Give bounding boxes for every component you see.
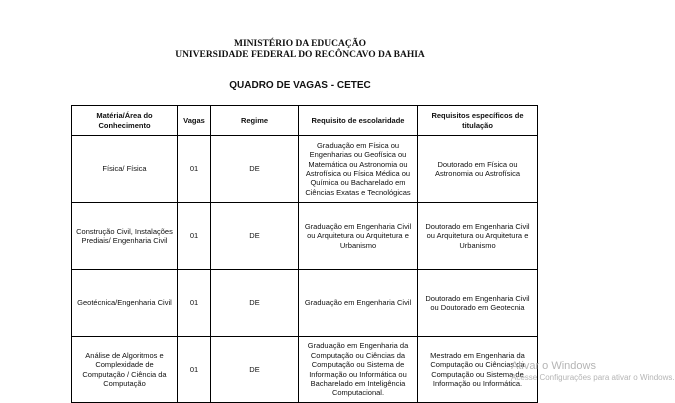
windows-activation-watermark	[511, 360, 675, 383]
header-ministry: MINISTÉRIO DA EDUCAÇÃO	[234, 39, 366, 49]
cell-area: Física/ Física	[72, 136, 178, 203]
cell-vagas: 01	[178, 203, 211, 270]
cell-regime: DE	[211, 136, 299, 203]
cell-escolaridade: Graduação em Engenharia da Computação ou Ciências da Computação ou Sistema de Informação ou Informática ou Bacharelado em Inteligência Computacional.	[299, 337, 418, 403]
cell-area: Análise de Algoritmos e Complexidade de Computação / Ciência da Computação	[72, 337, 178, 403]
cell-area: Geotécnica/Engenharia Civil	[72, 270, 178, 337]
cell-titulacao: Mestrado em Engenharia da Computação ou Ciências da Computação ou Sistema de Informação ou Informática.	[418, 337, 538, 403]
cell-escolaridade: Graduação em Física ou Engenharias ou Geofísica ou Matemática ou Astronomia ou Astrofísica ou Física Médica ou Química ou Bacharelado em Ciências Exatas e Tecnológicas	[299, 136, 418, 203]
cell-vagas: 01	[178, 136, 211, 203]
table-row	[72, 337, 538, 403]
cell-regime: DE	[211, 337, 299, 403]
cell-vagas: 01	[178, 337, 211, 403]
table-header-row	[72, 106, 538, 136]
table-row	[72, 136, 538, 203]
table-row	[72, 270, 538, 337]
page-title: QUADRO DE VAGAS - CETEC	[229, 80, 371, 91]
document-header	[0, 39, 600, 61]
cell-titulacao: Doutorado em Engenharia Civil ou Arquitetura ou Arquitetura e Urbanismo	[418, 203, 538, 270]
cell-escolaridade: Graduação em Engenharia Civil ou Arquitetura ou Arquitetura e Urbanismo	[299, 203, 418, 270]
cell-regime: DE	[211, 270, 299, 337]
column-header-area: Matéria/Área do Conhecimento	[72, 106, 178, 136]
column-header-regime: Regime	[211, 106, 299, 136]
watermark-subtitle: Acesse Configurações para ativar o Windows.	[511, 373, 675, 382]
cell-regime: DE	[211, 203, 299, 270]
cell-escolaridade: Graduação em Engenharia Civil	[299, 270, 418, 337]
table-row	[72, 203, 538, 270]
watermark-title: Ativar o Windows	[511, 360, 596, 372]
vacancies-table	[71, 105, 538, 403]
column-header-vagas: Vagas	[178, 106, 211, 136]
cell-vagas: 01	[178, 270, 211, 337]
cell-area: Construção Civil, Instalações Prediais/ Engenharia Civil	[72, 203, 178, 270]
column-header-titulacao: Requisitos específicos de titulação	[418, 106, 538, 136]
cell-titulacao: Doutorado em Engenharia Civil ou Doutorado em Geotecnia	[418, 270, 538, 337]
cell-titulacao: Doutorado em Física ou Astronomia ou Astrofísica	[418, 136, 538, 203]
header-university: UNIVERSIDADE FEDERAL DO RECÔNCAVO DA BAHIA	[175, 50, 425, 60]
column-header-escolaridade: Requisito de escolaridade	[299, 106, 418, 136]
